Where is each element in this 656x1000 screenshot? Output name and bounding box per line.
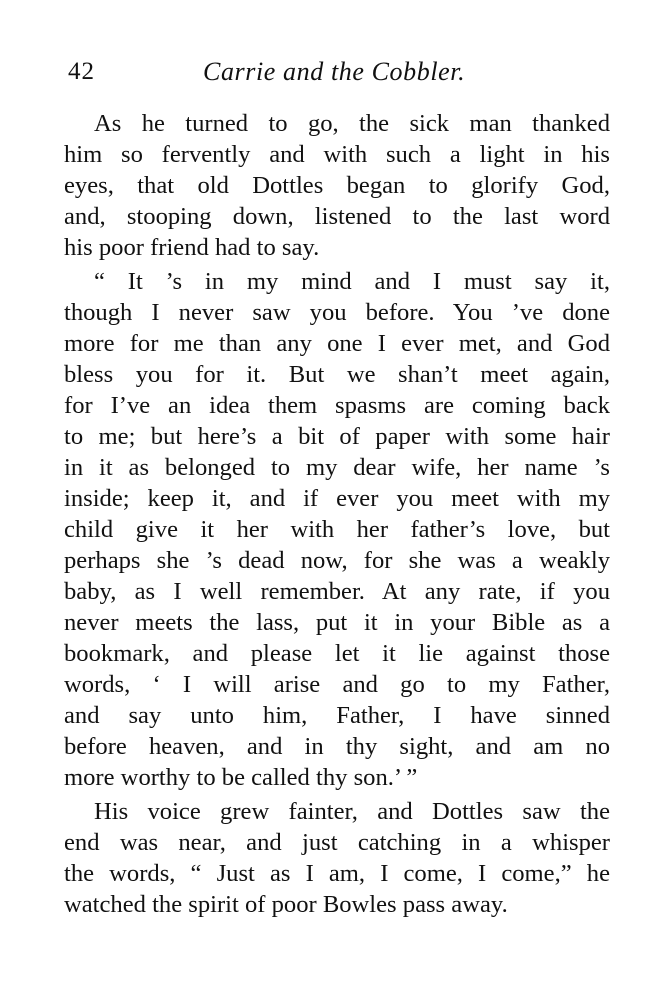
- running-title: Carrie and the Cobbler.: [203, 57, 466, 86]
- text-line: the words, “ Just as I am, I come, I come,” he: [64, 860, 610, 887]
- text-line: never meets the lass, put it in your Bible as a: [64, 609, 610, 636]
- text-line: As he turned to go, the sick man thanked: [94, 110, 610, 137]
- text-line: eyes, that old Dottles began to glorify God,: [64, 172, 610, 199]
- text-line: inside; keep it, and if ever you meet with my: [64, 485, 610, 512]
- text-line: to me; but here’s a bit of paper with some hair: [64, 423, 610, 450]
- text-line: more for me than any one I ever met, and God: [64, 330, 610, 357]
- text-line: and, stooping down, listened to the last word: [64, 203, 610, 230]
- page-number: 42: [68, 58, 95, 85]
- text-line: end was near, and just catching in a whisper: [64, 829, 610, 856]
- body-text: [64, 108, 610, 920]
- text-line: bookmark, and please let it lie against those: [64, 640, 610, 667]
- text-line: his poor friend had to say.: [64, 234, 320, 261]
- text-line: for I’ve an idea them spasms are coming back: [64, 392, 610, 419]
- text-line: and say unto him, Father, I have sinned: [64, 702, 610, 729]
- text-line: him so fervently and with such a light in his: [64, 141, 610, 168]
- paragraph-3: [64, 796, 610, 920]
- text-line: though I never saw you before. You ’ve done: [64, 299, 610, 326]
- running-head: [68, 54, 608, 90]
- text-line: “ It ’s in my mind and I must say it,: [94, 268, 610, 295]
- text-line: in it as belonged to my dear wife, her name ’s: [64, 454, 610, 481]
- text-line: watched the spirit of poor Bowles pass away.: [64, 891, 508, 918]
- text-line: perhaps she ’s dead now, for she was a weakly: [64, 547, 610, 574]
- paragraph-1: [64, 108, 610, 263]
- text-line: more worthy to be called thy son.’ ”: [64, 764, 418, 791]
- text-line: baby, as I well remember. At any rate, if you: [64, 578, 610, 605]
- text-line: His voice grew fainter, and Dottles saw the: [94, 798, 610, 825]
- text-line: bless you for it. But we shan’t meet again,: [64, 361, 610, 388]
- paragraph-2: [64, 266, 610, 793]
- text-line: before heaven, and in thy sight, and am no: [64, 733, 610, 760]
- text-line: words, ‘ I will arise and go to my Father,: [64, 671, 610, 698]
- text-line: child give it her with her father’s love, but: [64, 516, 610, 543]
